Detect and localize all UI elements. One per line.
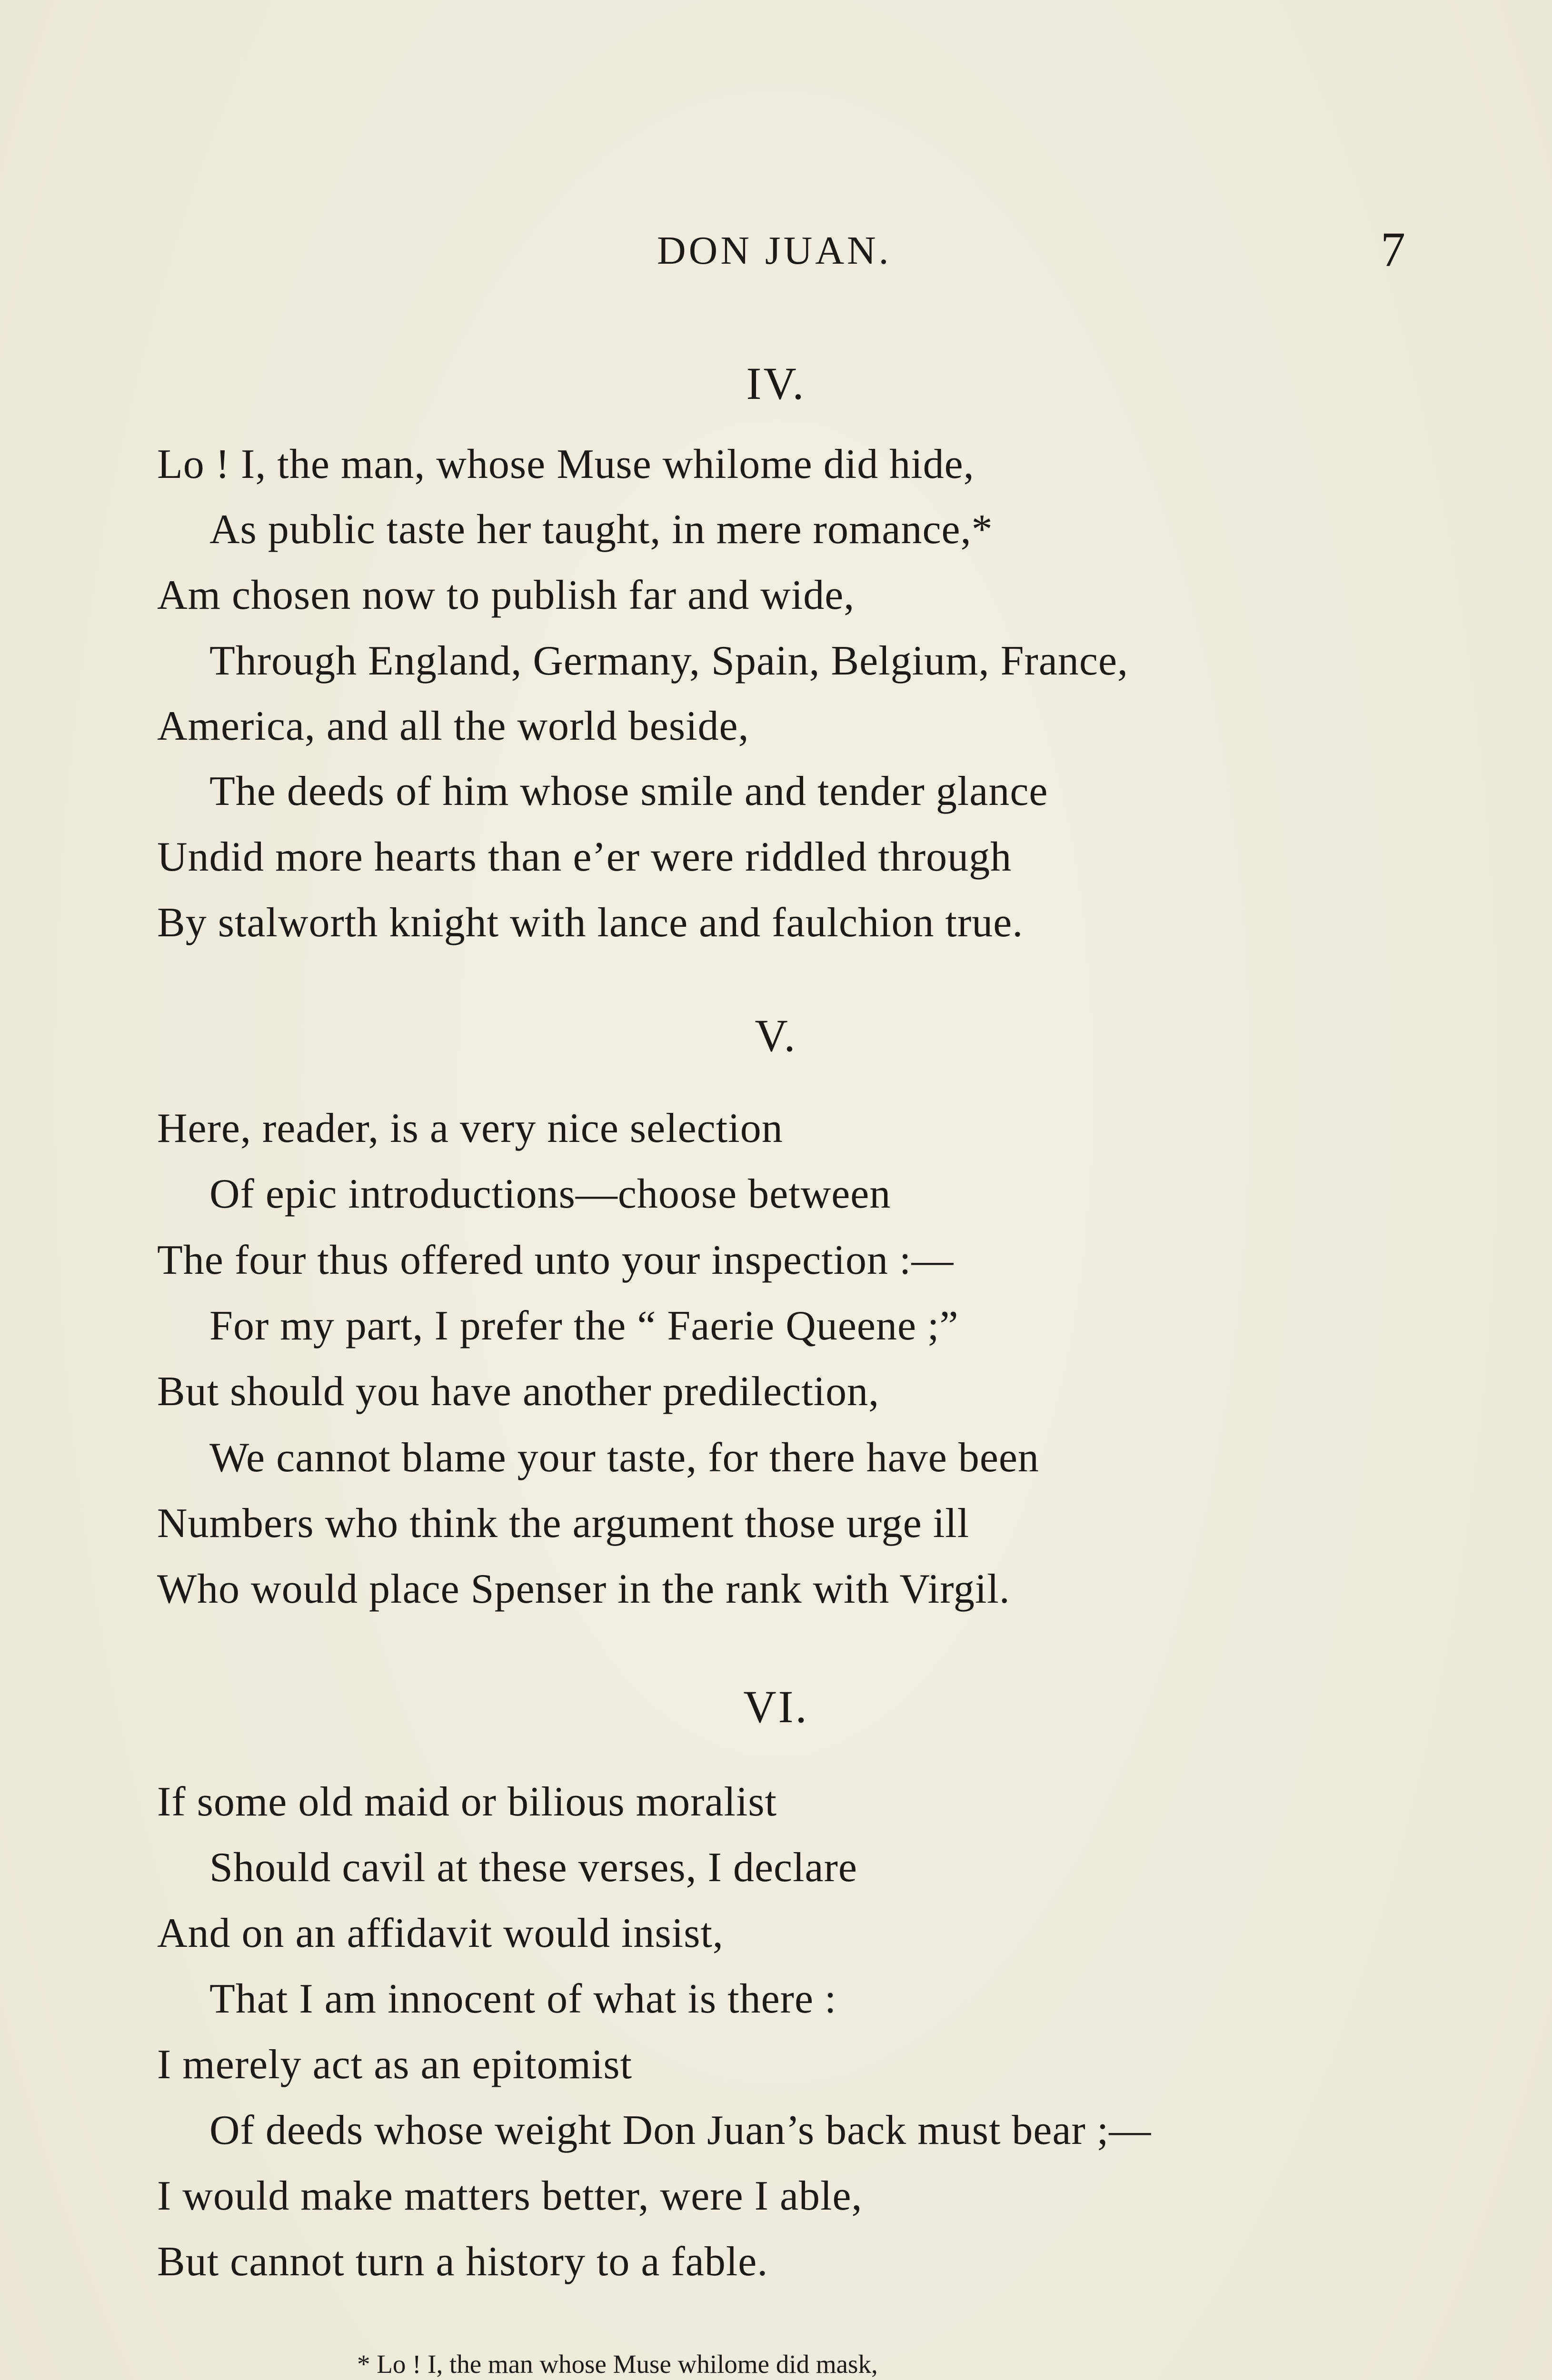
verse-line: For my part, I prefer the “ Faerie Queene ;” (209, 1303, 959, 1349)
verse-line: Should cavil at these verses, I declare (209, 1844, 857, 1891)
verse-line: That I am innocent of what is there : (209, 1976, 837, 2022)
verse-line: Numbers who think the argument those urge ill (157, 1500, 970, 1547)
verse-line: Here, reader, is a very nice selection (157, 1105, 783, 1151)
verse-line: But cannot turn a history to a fable. (157, 2239, 768, 2285)
verse-line: If some old maid or bilious moralist (157, 1779, 777, 1825)
verse-line: I would make matters better, were I able, (157, 2173, 863, 2219)
stanza-number: V. (755, 1010, 797, 1061)
verse-line: The deeds of him whose smile and tender glance (209, 768, 1048, 814)
stanza-number: VI. (743, 1681, 809, 1732)
stanza-number: IV. (746, 358, 806, 409)
verse-line: The four thus offered unto your inspection :— (157, 1237, 954, 1283)
verse-line: America, and all the world beside, (157, 703, 749, 749)
verse-line: I merely act as an epitomist (157, 2042, 633, 2088)
footnote-line: * Lo ! I, the man whose Muse whilome did mask, (357, 2350, 878, 2379)
verse-line: Through England, Germany, Spain, Belgium, France, (209, 638, 1128, 684)
verse-line: Who would place Spenser in the rank with Virgil. (157, 1566, 1010, 1612)
verse-line: Lo ! I, the man, whose Muse whilome did hide, (157, 441, 975, 487)
page-number: 7 (1381, 222, 1405, 277)
verse-line: Of epic introductions—choose between (209, 1171, 891, 1217)
verse-line: Undid more hearts than e’er were riddled through (157, 834, 1012, 880)
verse-line: We cannot blame your taste, for there have been (209, 1435, 1039, 1481)
verse-line: And on an affidavit would insist, (157, 1910, 724, 1956)
verse-line: Of deeds whose weight Don Juan’s back must bear ;— (209, 2107, 1152, 2153)
verse-line: As public taste her taught, in mere romance,* (209, 506, 993, 553)
verse-line: Am chosen now to publish far and wide, (157, 572, 855, 618)
running-title: DON JUAN. (657, 228, 892, 273)
verse-line: But should you have another predilection, (157, 1368, 880, 1415)
verse-line: By stalworth knight with lance and faulchion true. (157, 900, 1024, 946)
